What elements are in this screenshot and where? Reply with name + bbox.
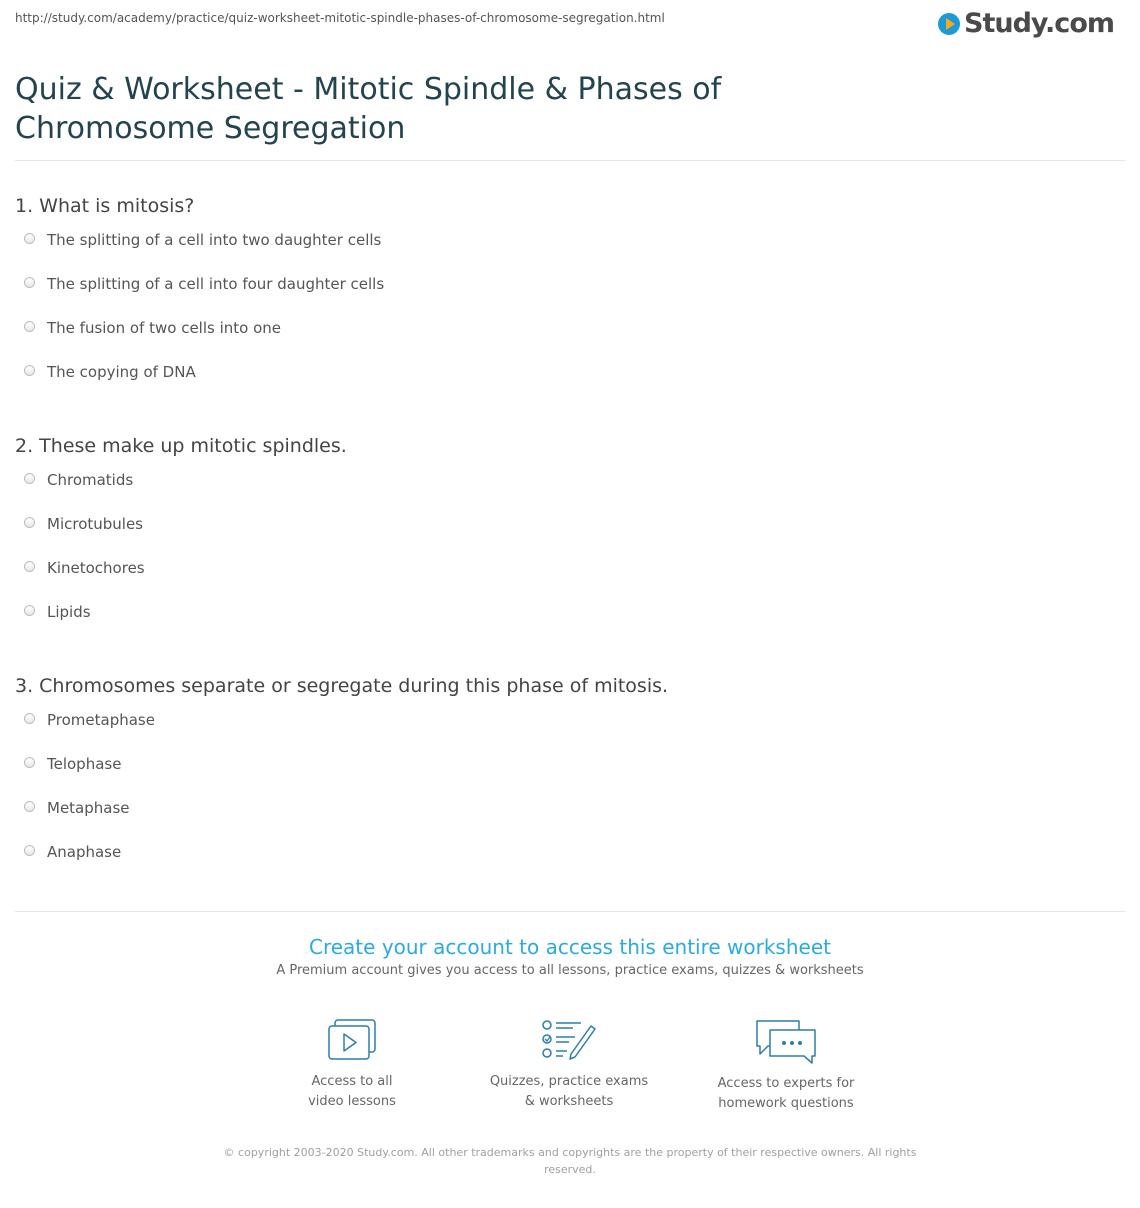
answer-option[interactable]: [15, 502, 1115, 546]
answer-text: Metaphase: [47, 799, 130, 817]
radio-button[interactable]: [24, 517, 35, 528]
feature-label: Quizzes, practice exams & worksheets: [489, 1074, 649, 1109]
divider: [15, 160, 1125, 161]
quiz-checklist-icon: [541, 1018, 597, 1062]
feature-quizzes: [469, 1018, 669, 1112]
radio-button[interactable]: [24, 845, 35, 856]
answer-text: Anaphase: [47, 843, 122, 861]
answer-option[interactable]: [15, 590, 1115, 634]
question-2: [15, 434, 1115, 634]
answer-option[interactable]: [15, 350, 1115, 394]
answer-text: Chromatids: [47, 471, 134, 489]
feature-experts: [686, 1018, 886, 1114]
question-3: [15, 674, 1115, 874]
answer-option[interactable]: [15, 546, 1115, 590]
page-url: http://study.com/academy/practice/quiz-worksheet-mitotic-spindle-phases-of-chromosome-segregation.html: [15, 11, 665, 25]
divider: [15, 911, 1125, 912]
answer-text: The copying of DNA: [47, 363, 196, 381]
feature-video-lessons: [252, 1018, 452, 1112]
radio-button[interactable]: [24, 321, 35, 332]
radio-button[interactable]: [24, 473, 35, 484]
signup-cta: [0, 932, 1140, 978]
answer-option[interactable]: [15, 458, 1115, 502]
radio-button[interactable]: [24, 605, 35, 616]
answer-text: Lipids: [47, 603, 91, 621]
logo-text: Study.com: [964, 8, 1114, 39]
question-text: 3. Chromosomes separate or segregate during this phase of mitosis.: [15, 675, 669, 697]
answer-option[interactable]: [15, 306, 1115, 350]
answer-text: The splitting of a cell into four daughter cells: [47, 275, 385, 293]
chat-bubbles-icon: [754, 1018, 818, 1064]
study-logo[interactable]: [938, 8, 1114, 39]
radio-button[interactable]: [24, 233, 35, 244]
answer-option[interactable]: [15, 218, 1115, 262]
feature-label: Access to all video lessons: [308, 1074, 396, 1109]
page-title: Quiz & Worksheet - Mitotic Spindle & Phases of Chromosome Segregation: [15, 72, 722, 146]
radio-button[interactable]: [24, 277, 35, 288]
radio-button[interactable]: [24, 713, 35, 724]
answer-text: Kinetochores: [47, 559, 145, 577]
radio-button[interactable]: [24, 365, 35, 376]
answer-text: The fusion of two cells into one: [47, 319, 282, 337]
question-text: 2. These make up mitotic spindles.: [15, 435, 347, 457]
feature-label: Access to experts for homework questions: [717, 1076, 855, 1111]
question-1: [15, 194, 1115, 394]
cta-title-link[interactable]: Create your account to access this entire worksheet: [309, 935, 831, 959]
answer-option[interactable]: [15, 698, 1115, 742]
radio-button[interactable]: [24, 801, 35, 812]
play-logo-icon: [938, 13, 960, 35]
cta-subtitle: A Premium account gives you access to all lessons, practice exams, quizzes & worksheets: [276, 963, 864, 978]
radio-button[interactable]: [24, 757, 35, 768]
answer-text: Prometaphase: [47, 711, 155, 729]
answer-text: Telophase: [47, 755, 122, 773]
answer-option[interactable]: [15, 742, 1115, 786]
answer-text: The splitting of a cell into two daughter cells: [47, 231, 382, 249]
question-text: 1. What is mitosis?: [15, 195, 195, 217]
copyright-footer: © copyright 2003-2020 Study.com. All other trademarks and copyrights are the property of their respective owners. All rights reserved.: [223, 1146, 917, 1176]
answer-option[interactable]: [15, 786, 1115, 830]
answer-text: Microtubules: [47, 515, 143, 533]
answer-option[interactable]: [15, 262, 1115, 306]
answer-option[interactable]: [15, 830, 1115, 874]
radio-button[interactable]: [24, 561, 35, 572]
video-lessons-icon: [327, 1018, 377, 1062]
